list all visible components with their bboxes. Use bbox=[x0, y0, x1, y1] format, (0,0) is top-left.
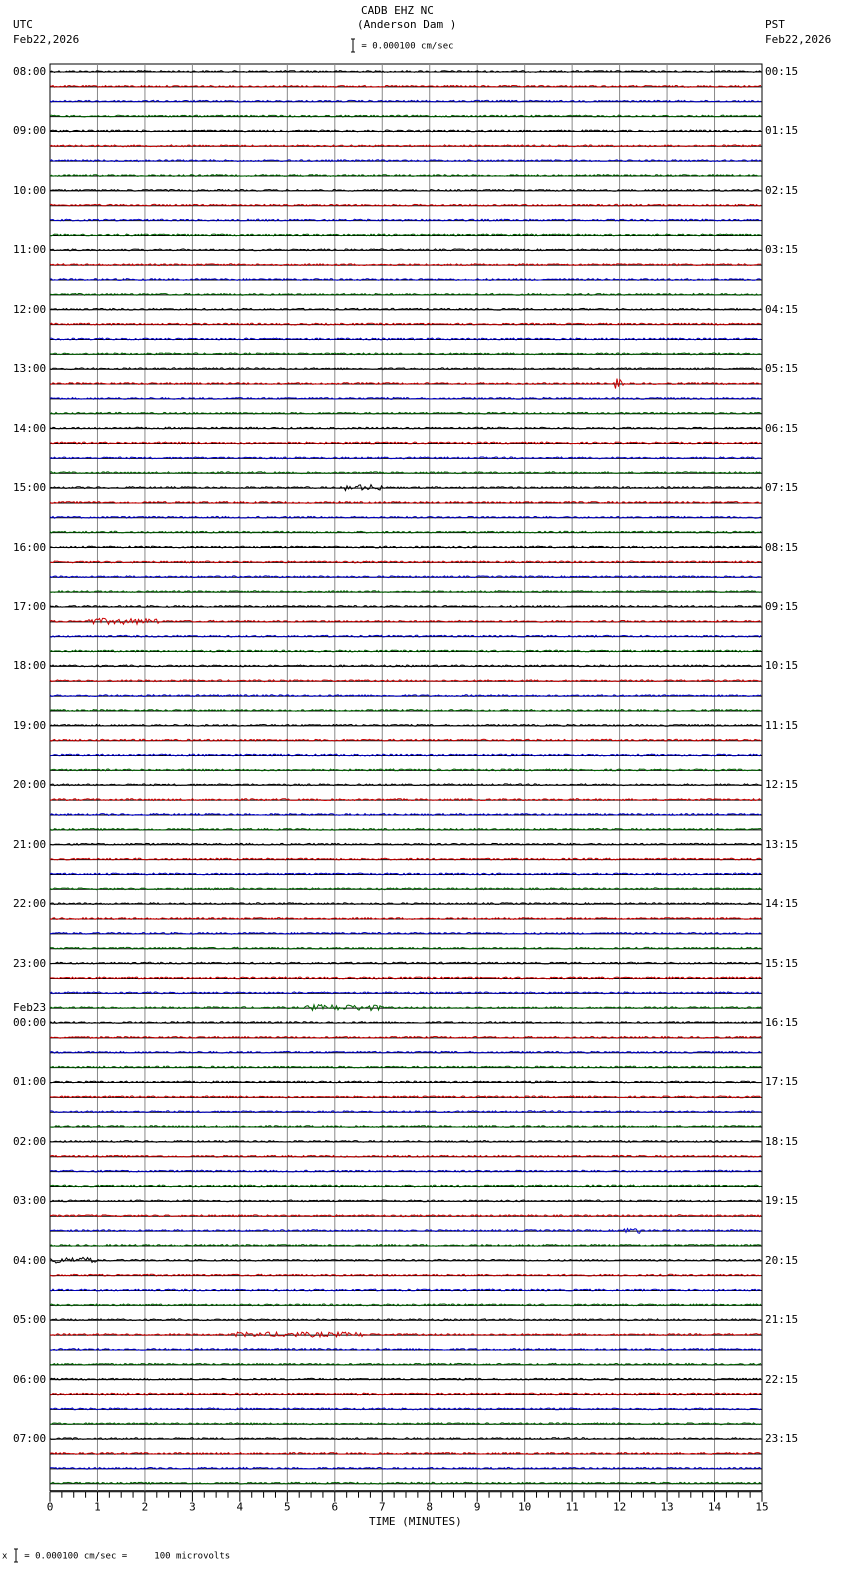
pst-hour-label: 11:15 bbox=[765, 718, 799, 732]
pst-hour-label: 12:15 bbox=[765, 778, 799, 792]
site-title: (Anderson Dam ) bbox=[357, 18, 457, 31]
pst-hour-label: 19:15 bbox=[765, 1194, 799, 1208]
pst-hour-label: 00:15 bbox=[765, 65, 799, 78]
seismic-trace bbox=[50, 379, 761, 389]
footer-scale bbox=[2, 1548, 230, 1564]
utc-hour-label: 01:00 bbox=[13, 1075, 47, 1089]
utc-hour-label: 02:00 bbox=[13, 1134, 47, 1148]
left-date: Feb22,2026 bbox=[13, 33, 80, 46]
utc-hour-label: 11:00 bbox=[13, 243, 47, 257]
utc-hour-label: 08:00 bbox=[13, 65, 47, 78]
seismic-trace bbox=[50, 323, 761, 325]
pst-hour-label: 04:15 bbox=[765, 302, 799, 316]
seismic-trace bbox=[50, 1257, 761, 1263]
pst-hour-label: 06:15 bbox=[765, 421, 799, 435]
utc-hour-label: 14:00 bbox=[13, 421, 47, 435]
utc-hour-label: 16:00 bbox=[13, 540, 47, 554]
pst-hour-label: 02:15 bbox=[765, 183, 799, 197]
utc-hour-label: 04:00 bbox=[13, 1253, 47, 1267]
x-tick-label: 10 bbox=[518, 1500, 532, 1514]
x-tick-label: 8 bbox=[426, 1500, 434, 1514]
utc-hour-label: 21:00 bbox=[13, 837, 47, 851]
x-tick-label: 14 bbox=[707, 1500, 722, 1514]
x-tick-label: 1 bbox=[94, 1500, 101, 1514]
utc-hour-label: 23:00 bbox=[13, 956, 47, 970]
station-title: CADB EHZ NC bbox=[361, 4, 434, 17]
right-date: Feb22,2026 bbox=[765, 33, 832, 46]
pst-hour-label: 05:15 bbox=[765, 362, 799, 376]
pst-hour-label: 22:15 bbox=[765, 1372, 799, 1386]
x-tick-label: 6 bbox=[331, 1500, 339, 1514]
utc-hour-label: 15:00 bbox=[13, 481, 47, 495]
pst-hour-label: 14:15 bbox=[765, 897, 799, 911]
utc-hour-label: 17:00 bbox=[13, 599, 47, 613]
pst-hour-label: 18:15 bbox=[765, 1134, 799, 1148]
utc-hour-label: 22:00 bbox=[13, 897, 47, 911]
seismic-trace bbox=[50, 1332, 761, 1337]
utc-hour-label: 03:00 bbox=[13, 1194, 47, 1208]
footer-scale-text: = 0.000100 cm/sec = 100 microvolts bbox=[24, 1551, 231, 1562]
x-axis-label: TIME (MINUTES) bbox=[369, 1515, 462, 1528]
pst-hour-label: 16:15 bbox=[765, 1016, 799, 1030]
seismic-trace bbox=[50, 1005, 761, 1011]
pst-hour-label: 07:15 bbox=[765, 481, 799, 495]
scale-bar-icon bbox=[13, 1548, 19, 1564]
x-tick-label: 13 bbox=[660, 1500, 674, 1514]
seismic-trace bbox=[50, 368, 761, 370]
utc-hour-label: 19:00 bbox=[13, 718, 47, 732]
x-tick-label: 9 bbox=[473, 1500, 481, 1514]
utc-hour-label: 05:00 bbox=[13, 1313, 47, 1327]
utc-hour-label: 13:00 bbox=[13, 362, 47, 376]
seismic-trace bbox=[50, 873, 761, 875]
x-tick-label: 5 bbox=[284, 1500, 291, 1514]
utc-hour-label: 07:00 bbox=[13, 1432, 47, 1446]
x-tick-label: 12 bbox=[612, 1500, 627, 1514]
scale-text: = 0.000100 cm/sec bbox=[361, 41, 454, 52]
footer-prefix: x bbox=[2, 1551, 8, 1562]
pst-hour-label: 01:15 bbox=[765, 124, 799, 138]
pst-hour-label: 09:15 bbox=[765, 599, 799, 613]
pst-hour-label: 13:15 bbox=[765, 837, 799, 851]
x-tick-label: 4 bbox=[236, 1500, 244, 1514]
date-change-label: Feb23 bbox=[13, 1001, 47, 1015]
pst-hour-label: 08:15 bbox=[765, 540, 799, 554]
pst-hour-label: 23:15 bbox=[765, 1432, 799, 1446]
utc-hour-label: 09:00 bbox=[13, 124, 47, 138]
utc-hour-label: 12:00 bbox=[13, 302, 47, 316]
x-tick-label: 15 bbox=[755, 1500, 769, 1514]
right-timezone: PST bbox=[765, 18, 785, 31]
x-tick-label: 0 bbox=[46, 1500, 54, 1514]
x-tick-label: 11 bbox=[565, 1500, 579, 1514]
utc-hour-label: 06:00 bbox=[13, 1372, 47, 1386]
utc-hour-label: 18:00 bbox=[13, 659, 47, 673]
pst-hour-label: 20:15 bbox=[765, 1253, 799, 1267]
utc-hour-label: 00:00 bbox=[13, 1016, 47, 1030]
x-tick-label: 3 bbox=[189, 1500, 196, 1514]
left-timezone: UTC bbox=[13, 18, 33, 31]
pst-hour-label: 21:15 bbox=[765, 1313, 799, 1327]
plot-frame bbox=[50, 64, 762, 1491]
seismic-trace bbox=[50, 130, 761, 132]
pst-hour-label: 03:15 bbox=[765, 243, 799, 257]
x-tick-label: 2 bbox=[141, 1500, 149, 1514]
x-tick-label: 7 bbox=[378, 1500, 386, 1514]
utc-hour-label: 20:00 bbox=[13, 778, 47, 792]
pst-hour-label: 15:15 bbox=[765, 956, 799, 970]
seismic-trace bbox=[50, 1319, 761, 1321]
pst-hour-label: 10:15 bbox=[765, 659, 799, 673]
seismic-trace bbox=[50, 1245, 761, 1247]
utc-hour-label: 10:00 bbox=[13, 183, 47, 197]
pst-hour-label: 17:15 bbox=[765, 1075, 799, 1089]
